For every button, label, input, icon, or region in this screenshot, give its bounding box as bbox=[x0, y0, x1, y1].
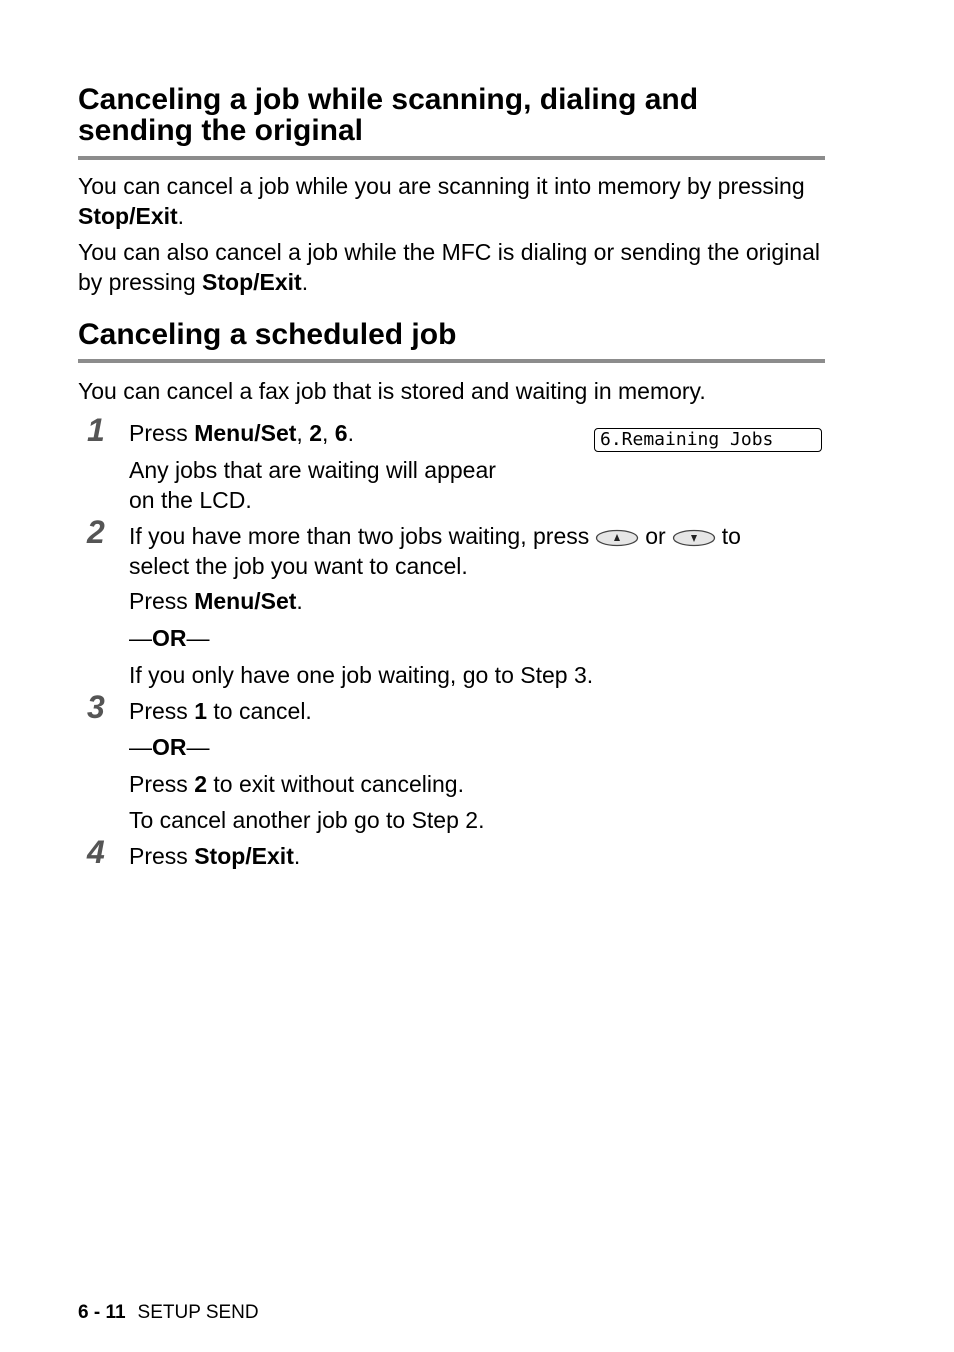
step-3-instruction: Press 1 to cancel. bbox=[129, 698, 312, 724]
down-arrow-key-icon bbox=[672, 529, 716, 547]
heading-rule-1 bbox=[78, 156, 825, 160]
section-heading-cancel-scheduled: Canceling a scheduled job bbox=[78, 318, 457, 351]
page-footer bbox=[78, 1302, 259, 1324]
key-stop-exit: Stop/Exit bbox=[194, 843, 294, 869]
step-number-4: 4 bbox=[87, 834, 105, 870]
section-heading-cancel-while-scanning bbox=[78, 84, 825, 146]
paragraph-scheduled-intro: You can cancel a fax job that is stored and waiting in memory. bbox=[78, 378, 706, 404]
page-number: 6 - 11 bbox=[78, 1302, 126, 1323]
step-1-instruction: Press Menu/Set, 2, 6. bbox=[129, 420, 354, 446]
step-2-instruction: If you have more than two jobs waiting, press or to select the job you want to cancel. bbox=[129, 523, 741, 579]
lcd-display: 6.Remaining Jobs bbox=[594, 428, 822, 452]
step-number-2: 2 bbox=[87, 514, 105, 550]
step-3-alternative: Press 2 to exit without canceling. bbox=[129, 771, 464, 797]
key-menu-set: Menu/Set bbox=[194, 420, 297, 446]
paragraph-scan-cancel: You can cancel a job while you are scanning it into memory by pressing Stop/Exit. bbox=[78, 173, 805, 229]
step-number-3: 3 bbox=[87, 689, 105, 725]
or-separator: —OR— bbox=[129, 734, 210, 760]
key-menu-set: Menu/Set bbox=[194, 588, 297, 614]
heading-rule-2 bbox=[78, 359, 825, 363]
key-6: 6 bbox=[334, 420, 348, 446]
key-stop-exit: Stop/Exit bbox=[78, 203, 178, 229]
heading-line-1: Canceling a job while scanning, dialing and bbox=[78, 83, 699, 116]
step-1-note: Any jobs that are waiting will appear on the LCD. bbox=[129, 457, 496, 513]
heading-line-2: sending the original bbox=[78, 114, 364, 147]
step-2-press: Press Menu/Set. bbox=[129, 588, 303, 614]
step-3-another: To cancel another job go to Step 2. bbox=[129, 807, 485, 833]
key-stop-exit: Stop/Exit bbox=[202, 269, 302, 295]
chapter-name: SETUP SEND bbox=[137, 1302, 259, 1323]
step-number-1: 1 bbox=[87, 412, 105, 448]
step-4-instruction: Press Stop/Exit. bbox=[129, 843, 301, 869]
key-1: 1 bbox=[194, 698, 207, 724]
key-2: 2 bbox=[194, 771, 207, 797]
or-separator: —OR— bbox=[129, 625, 210, 651]
key-2: 2 bbox=[309, 420, 322, 446]
up-arrow-key-icon bbox=[595, 529, 639, 547]
step-2-alternative: If you only have one job waiting, go to Step 3. bbox=[129, 662, 594, 688]
paragraph-dial-cancel: You can also cancel a job while the MFC is dialing or sending the original by pressing Stop/Exit. bbox=[78, 239, 820, 295]
